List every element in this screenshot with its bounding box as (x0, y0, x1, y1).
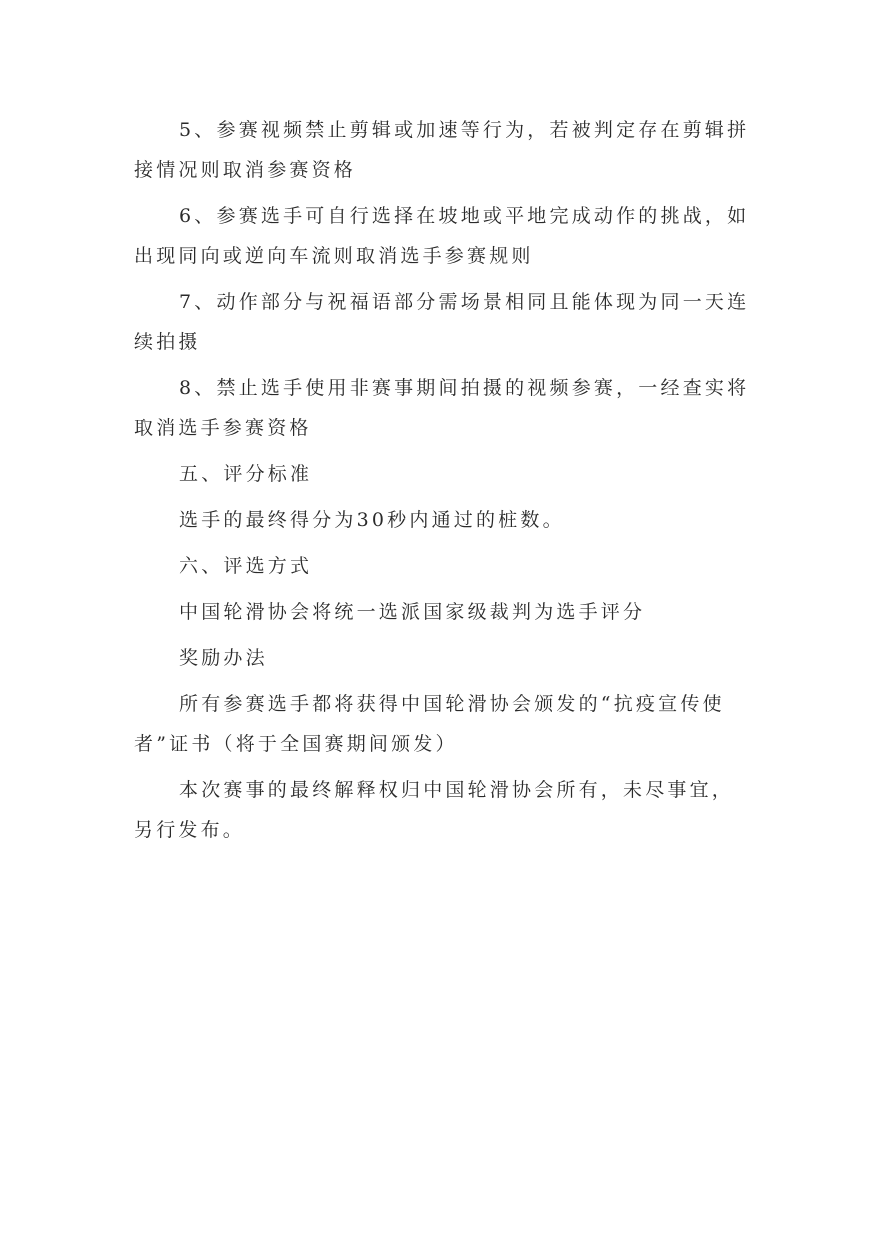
rule-6-paragraph: 6、参赛选手可自行选择在坡地或平地完成动作的挑战，如出现同向或逆向车流则取消选手参赛规则 (134, 205, 750, 267)
rule-7-paragraph: 7、动作部分与祝福语部分需场景相同且能体现为同一天连续拍摄 (134, 291, 750, 353)
final-statement: 本次赛事的最终解释权归中国轮滑协会所有，未尽事宜，另行发布。 (134, 779, 735, 841)
rule-8-paragraph: 8、禁止选手使用非赛事期间拍摄的视频参赛，一经查实将取消选手参赛资格 (134, 377, 750, 439)
scoring-heading: 五、评分标准 (179, 463, 313, 485)
document-body (134, 110, 754, 856)
scoring-text: 选手的最终得分为30秒内通过的桩数。 (179, 509, 565, 531)
awards-heading: 奖励办法 (179, 647, 268, 669)
selection-text: 中国轮滑协会将统一选派国家级裁判为选手评分 (179, 601, 646, 623)
awards-text: 所有参赛选手都将获得中国轮滑协会颁发的“抗疫宣传使者”证书（将于全国赛期间颁发） (134, 693, 725, 755)
selection-heading: 六、评选方式 (179, 555, 313, 577)
rule-5-paragraph: 5、参赛视频禁止剪辑或加速等行为，若被判定存在剪辑拼接情况则取消参赛资格 (134, 119, 750, 181)
